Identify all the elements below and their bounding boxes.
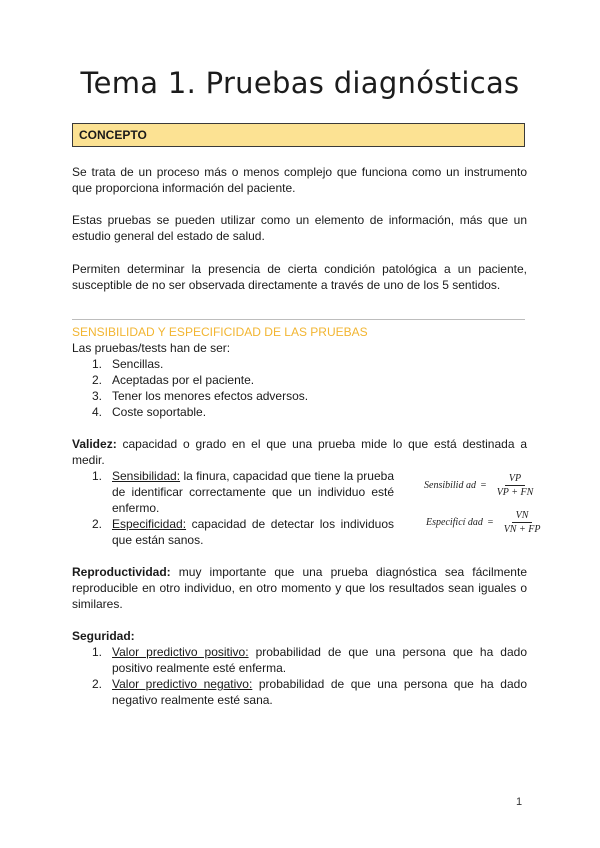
validez-list [92,468,394,548]
concept-header: CONCEPTO [79,128,147,142]
paragraph-2: Estas pruebas se pueden utilizar como un elemento de información, más que un estudio general del estado de salud. [72,213,527,243]
list-item: 1. Sensibilidad: la finura, capacidad que tiene la prueba de identificar correctamente que un individuo esté enfermo. [92,469,394,515]
paragraph-1: Se trata de un proceso más o menos complejo que funciona como un instrumento que proporciona información del paciente. [72,165,527,195]
list-item: 1. Sencillas. [92,357,164,371]
formula-label: Sensibilid ad [424,480,476,491]
reproductividad-paragraph: Reproductividad: muy importante que una prueba diagnóstica sea fácilmente reproducible en otro individuo, en otro momento y que los resultados sean iguales o similares. [72,565,527,611]
validez-label: Validez: [72,437,117,451]
list-item: 3. Tener los menores efectos adversos. [92,389,309,403]
vpp-term: Valor predictivo positivo: [112,645,249,659]
concept-header-box [72,123,525,147]
section-heading: SENSIBILIDAD Y ESPECIFICIDAD DE LAS PRUEBAS [72,325,368,339]
validez-text: capacidad o grado en el que una prueba mide lo que está destinada a medir. [72,437,527,467]
horizontal-divider [72,319,525,320]
vpn-term: Valor predictivo negativo: [112,677,253,691]
reproductividad-label: Reproductividad: [72,565,171,579]
list-item: 4. Coste soportable. [92,405,207,419]
formula-fraction: $\frac{VP}{VP + FN}$ [496,473,534,498]
sensibilidad-formula: Sensibilid ad = $\frac{VP}{VP + FN}$ [424,473,537,498]
paragraph-3: Permiten determinar la presencia de cierta condición patológica a un paciente, susceptible de no ser observada directamente a través de uno de los 5 sentidos. [72,262,527,292]
seguridad-label: Seguridad: [72,629,135,643]
seguridad-list [92,644,527,708]
list-item: 2. Valor predictivo negativo: probabilidad de que una persona que ha dado negativo realmente esté sana. [92,677,527,707]
formula-fraction: $\frac{VN}{VN + FP}$ [503,510,541,535]
validez-paragraph [72,436,527,468]
especificidad-term: Especificidad: [112,517,187,531]
especificidad-formula: Especificí dad = $\frac{VN}{VN + FP}$ [426,510,544,535]
page-number: 1 [516,796,523,808]
formula-label: Especificí dad [426,517,483,528]
page-title: Tema 1. Pruebas diagnósticas [80,66,520,100]
sensibilidad-term: Sensibilidad: [112,469,181,483]
list-item: 2. Aceptadas por el paciente. [92,373,255,387]
tests-intro: Las pruebas/tests han de ser: [72,341,231,355]
list-item: 1. Valor predictivo positivo: probabilidad de que una persona que ha dado positivo realmente esté enferma. [92,645,527,675]
list-item: 2. Especificidad: capacidad de detectar los individuos que están sanos. [92,517,394,547]
tests-list [92,356,492,420]
